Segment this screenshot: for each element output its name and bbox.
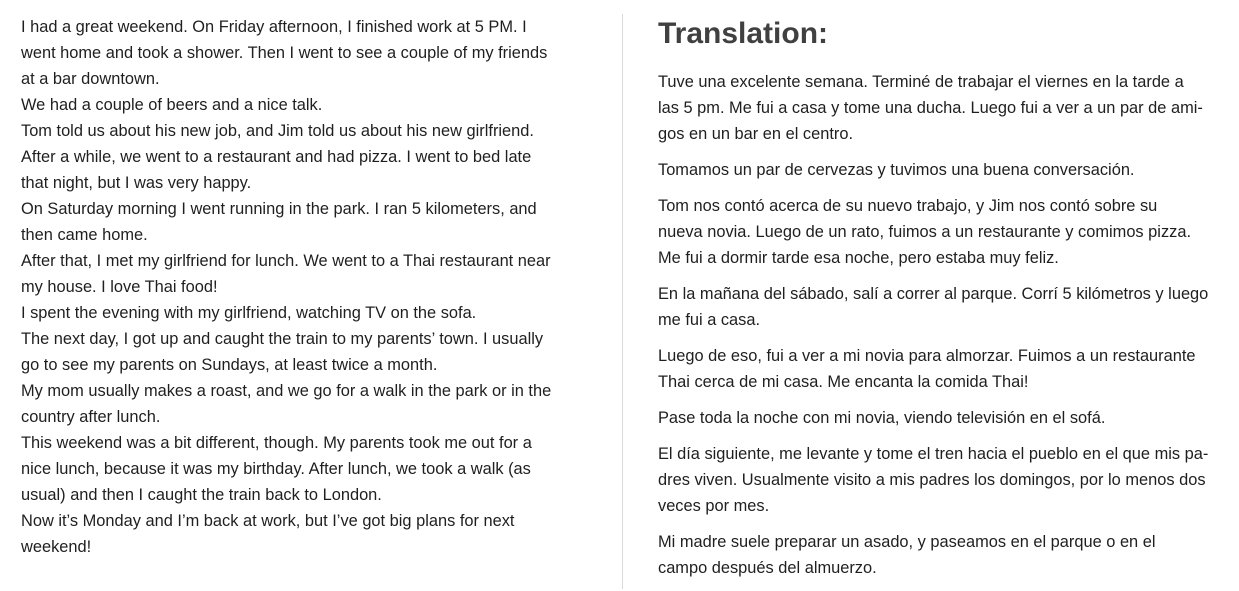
english-line: I had a great weekend. On Friday afternoon, I finished work at 5 PM. I <box>21 18 527 36</box>
english-line: my house. I love Thai food! <box>21 278 218 296</box>
translation-heading: Translation: <box>658 17 829 50</box>
translation-paragraph: En la mañana del sábado, salí a correr al parque. Corrí 5 kilómetros y luego me fui a casa. <box>658 285 1209 329</box>
translation-paragraph: Tomamos un par de cervezas y tuvimos una buena conversación. <box>658 161 1135 179</box>
translation-paragraph: Tuve una excelente semana. Terminé de trabajar el viernes en la tarde a las 5 pm. Me fui a casa y tome una ducha. Luego fui a ver a un par de ami- gos en un bar en el centro. <box>658 73 1203 143</box>
english-line: that night, but I was very happy. <box>21 174 252 192</box>
translation-column <box>658 16 1230 591</box>
english-text-column <box>21 14 606 560</box>
english-line: After that, I met my girlfriend for lunch. We went to a Thai restaurant near <box>21 252 551 270</box>
english-line: went home and took a shower. Then I went to see a couple of my friends <box>21 44 548 62</box>
translation-paragraph: El día siguiente, me levante y tome el tren hacia el pueblo en el que mis pa- dres viven. Usualmente visito a mis padres los domingos, por lo menos dos veces por mes. <box>658 445 1209 515</box>
english-line: weekend! <box>21 538 92 556</box>
english-line: go to see my parents on Sundays, at least twice a month. <box>21 356 438 374</box>
english-line: country after lunch. <box>21 408 161 426</box>
english-line: The next day, I got up and caught the train to my parents’ town. I usually <box>21 330 544 348</box>
english-line: After a while, we went to a restaurant and had pizza. I went to bed late <box>21 148 532 166</box>
english-line: We had a couple of beers and a nice talk. <box>21 96 323 114</box>
translation-paragraph: Mi madre suele preparar un asado, y paseamos en el parque o en el campo después del almuerzo. <box>658 533 1156 577</box>
english-line: usual) and then I caught the train back to London. <box>21 486 382 504</box>
translation-paragraph: Pase toda la noche con mi novia, viendo televisión en el sofá. <box>658 409 1106 427</box>
english-line: This weekend was a bit different, though. My parents took me out for a <box>21 434 532 452</box>
english-line: then came home. <box>21 226 148 244</box>
translation-paragraph: Tom nos contó acerca de su nuevo trabajo, y Jim nos contó sobre su nueva novia. Luego de un rato, fuimos a un restaurante y comimos pizza. Me fui a dormir tarde esa noche, pero estaba muy feliz. <box>658 197 1191 267</box>
english-line: My mom usually makes a roast, and we go for a walk in the park or in the <box>21 382 552 400</box>
english-line: Tom told us about his new job, and Jim told us about his new girlfriend. <box>21 122 534 140</box>
column-divider <box>622 14 623 589</box>
translation-paragraph: Luego de eso, fui a ver a mi novia para almorzar. Fuimos a un restaurante Thai cerca de mi casa. Me encanta la comida Thai! <box>658 347 1196 391</box>
english-line: I spent the evening with my girlfriend, watching TV on the sofa. <box>21 304 477 322</box>
english-line: at a bar downtown. <box>21 70 160 88</box>
english-line: Now it’s Monday and I’m back at work, but I’ve got big plans for next <box>21 512 515 530</box>
english-line: nice lunch, because it was my birthday. After lunch, we took a walk (as <box>21 460 531 478</box>
english-line: On Saturday morning I went running in the park. I ran 5 kilometers, and <box>21 200 537 218</box>
